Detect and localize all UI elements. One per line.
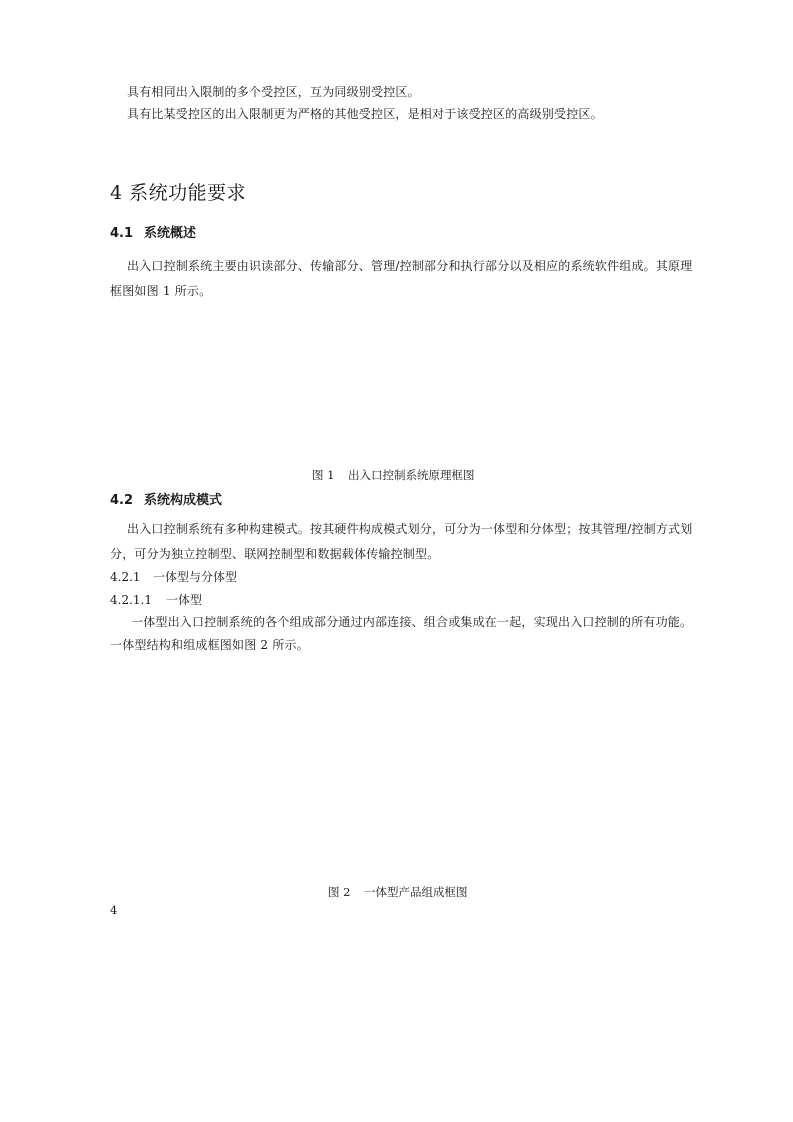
definition-higher-level: 具有比某受控区的出入限制更为严格的其他受控区，是相对于该受控区的高级别受控区。 [127, 107, 603, 121]
figure-1-caption [312, 467, 475, 483]
figure-1-number: 图 1 [312, 468, 335, 482]
section-4-2-heading [110, 492, 222, 510]
section-4-2-1-title: 一体型与分体型 [153, 570, 238, 584]
section-4-1-number: 4.1 [110, 226, 134, 241]
figure-2-image-area [110, 660, 690, 875]
section-4-1-paragraph-line-2: 框图如图 1 所示。 [110, 284, 212, 298]
section-4-2-title: 系统构成模式 [144, 493, 223, 508]
section-4-heading: 4 系统功能要求 [110, 182, 247, 204]
section-4-2-1-heading [110, 569, 237, 585]
section-4-2-1-1-number: 4.2.1.1 [110, 593, 152, 607]
section-4-2-paragraph-line-2: 分，可分为独立控制型、联网控制型和数据载体传输控制型。 [110, 547, 440, 561]
section-4-2-paragraph-line-1: 出入口控制系统有多种构建模式。按其硬件构成模式划分，可分为一体型和分体型；按其管理/控制方式划 [127, 522, 693, 536]
section-4-2-number: 4.2 [110, 493, 134, 508]
figure-2-caption [328, 884, 468, 900]
section-4-1-title: 系统概述 [144, 226, 197, 241]
section-4-2-1-number: 4.2.1 [110, 570, 141, 584]
section-4-2-1-1-paragraph-line-2: 一体型结构和组成框图如图 2 所示。 [110, 638, 309, 652]
figure-1-image-area [110, 305, 690, 460]
section-4-2-1-1-paragraph-line-1: 一体型出入口控制系统的各个组成部分通过内部连接、组合或集成在一起，实现出入口控制的所有功能。 [131, 615, 693, 629]
definition-same-level: 具有相同出入限制的多个受控区，互为同级别受控区。 [127, 85, 420, 99]
section-4-1-paragraph-line-1: 出入口控制系统主要由识读部分、传输部分、管理/控制部分和执行部分以及相应的系统软件组成。其原理 [127, 259, 693, 273]
figure-2-number: 图 2 [328, 885, 351, 899]
section-4-2-1-1-heading [110, 592, 202, 608]
figure-2-title: 一体型产品组成框图 [364, 885, 468, 899]
section-4-1-heading [110, 225, 196, 243]
page-number: 4 [110, 903, 118, 917]
section-4-2-1-1-title: 一体型 [166, 593, 203, 607]
figure-1-title: 出入口控制系统原理框图 [348, 468, 475, 482]
